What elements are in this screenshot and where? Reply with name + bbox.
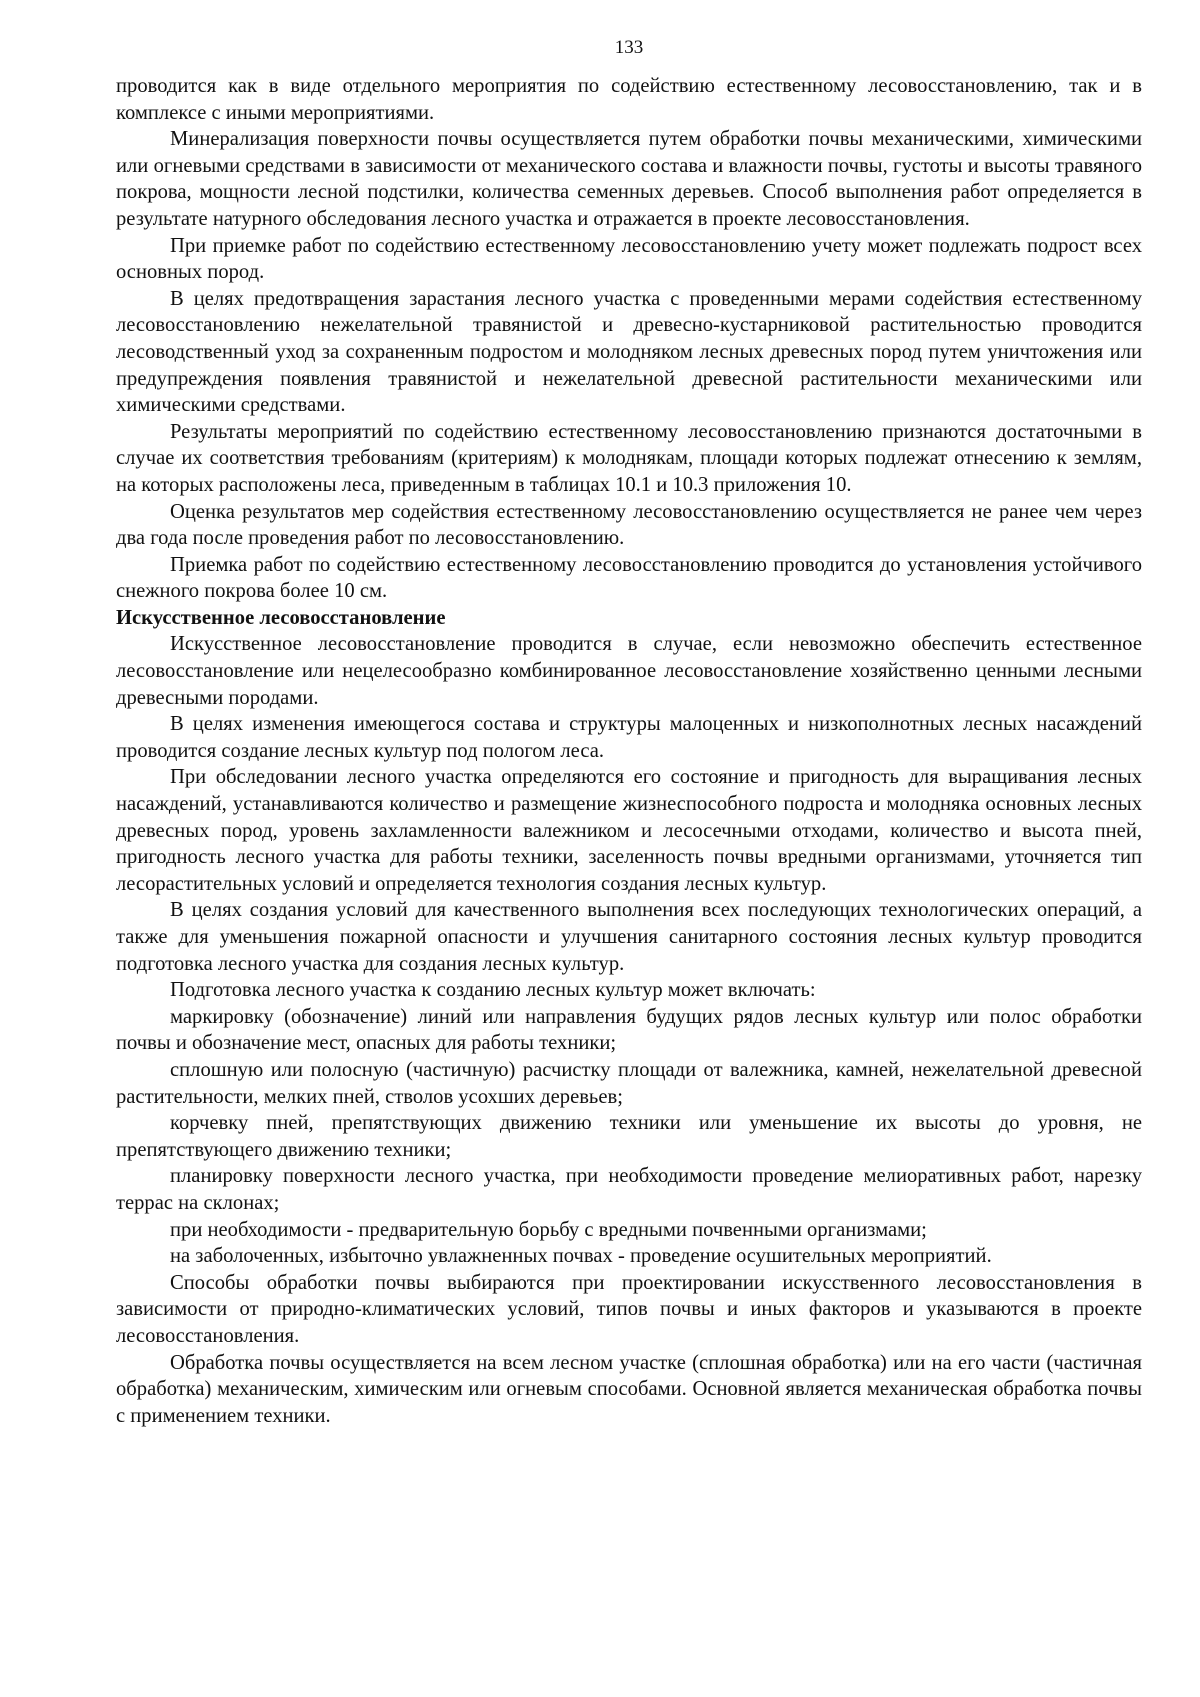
list-item-marking: маркировку (обозначение) линий или направления будущих рядов лесных культур или полос обработки почвы и обозначение мест, опасных для работы техники;: [116, 1005, 1142, 1055]
paragraph-soil-treatment-types: Обработка почвы осуществляется на всем лесном участке (сплошная обработка) или на его части (частичная обработка) механическим, химическим или огневым способами. Основной является механическая обработка почвы с применением техники.: [116, 1351, 1142, 1427]
paragraph-preparation-may-include: Подготовка лесного участка к созданию лесных культур может включать:: [170, 979, 816, 1002]
paragraph-site-preparation: В целях создания условий для качественного выполнения всех последующих технологических операций, а также для уменьшения пожарной опасности и улучшения санитарного состояния лесных культур проводится подготовка лесного участка для создания лесных культур.: [116, 899, 1142, 975]
paragraph-continuation: проводится как в виде отдельного мероприятия по содействию естественному лесовосстановлению, так и в комплексе с иными мероприятиями.: [116, 75, 1142, 124]
paragraph-overgrowth-prevention: В целях предотвращения зарастания лесного участка с проведенными мерами содействия естественному лесовосстановлению нежелательной травянистой и древесно-кустарниковой растительностью проводится лесоводственный уход за сохраненным подростом и молодняком лесных древесных пород путем уничтожения или предупреждения появления травянистой и нежелательной древесной растительности механическими или химическими средствами.: [116, 287, 1142, 417]
list-item-drainage: на заболоченных, избыточно увлажненных почвах - проведение осушительных мероприятий.: [170, 1245, 992, 1268]
list-item-clearing: сплошную или полосную (частичную) расчистку площади от валежника, камней, нежелательной древесной растительности, мелких пней, стволов усохших деревьев;: [116, 1058, 1142, 1108]
paragraph-results-evaluation: Оценка результатов мер содействия естественному лесовосстановлению осуществляется не ранее чем через два года после проведения работ по лесовосстановлению.: [116, 500, 1142, 550]
list-item-stump-removal: корчевку пней, препятствующих движению техники или уменьшение их высоты до уровня, не препятствующего движению техники;: [116, 1112, 1142, 1161]
body-text: [116, 73, 1142, 1429]
paragraph-acceptance-timing: Приемка работ по содействию естественному лесовосстановлению проводится до установления устойчивого снежного покрова более 10 см.: [116, 553, 1142, 603]
paragraph-site-survey: При обследовании лесного участка определяются его состояние и пригодность для выращивания лесных насаждений, устанавливаются количество и размещение жизнеспособного подроста и молодняка основных лесных древесных пород, уровень захламленности валежником и лесосечными отходами, количество и высота пней, пригодность лесного участка для работы техники, заселенность почвы вредными организмами, уточняется тип лесорастительных условий и определяется технология создания лесных культур.: [116, 766, 1142, 895]
list-item-pest-control: при необходимости - предварительную борьбу с вредными почвенными организмами;: [170, 1218, 927, 1241]
paragraph-soil-mineralization: Минерализация поверхности почвы осуществляется путем обработки почвы механическими, химическими или огневыми средствами в зависимости от механического состава и влажности почвы, густоты и высоты травяного покрова, мощности лесной подстилки, количества семенных деревьев. Способ выполнения работ определяется в результате натурного обследования лесного участка и отражается в проекте лесовосстановления.: [116, 128, 1142, 230]
list-item-surface-planning: планировку поверхности лесного участка, при необходимости проведение мелиоративных работ, нарезку террас на склонах;: [116, 1165, 1142, 1214]
paragraph-forest-crops-under-canopy: В целях изменения имеющегося состава и структуры малоценных и низкополнотных лесных насаждений проводится создание лесных культур под пологом леса.: [116, 713, 1142, 762]
paragraph-results-sufficiency: Результаты мероприятий по содействию естественному лесовосстановлению признаются достаточными в случае их соответствия требованиям (критериям) к молоднякам, площади которых подлежат отнесению к землям, на которых расположены леса, приведенным в таблицах 10.1 и 10.3 приложения 10.: [116, 420, 1142, 496]
paragraph-artificial-reforestation: Искусственное лесовосстановление проводится в случае, если невозможно обеспечить естественное лесовосстановление или нецелесообразно комбинированное лесовосстановление хозяйственно ценными лесными древесными породами.: [116, 633, 1142, 709]
page-number: 133: [614, 37, 644, 58]
section-title: Искусственное лесовосстановление: [116, 606, 446, 629]
paragraph-soil-treatment-methods: Способы обработки почвы выбираются при проектировании искусственного лесовосстановления в зависимости от природно-климатических условий, типов почвы и иных факторов и указываются в проекте лесовосстановления.: [116, 1271, 1142, 1347]
paragraph-acceptance-accounting: При приемке работ по содействию естественному лесовосстановлению учету может подлежать подрост всех основных пород.: [116, 234, 1142, 284]
